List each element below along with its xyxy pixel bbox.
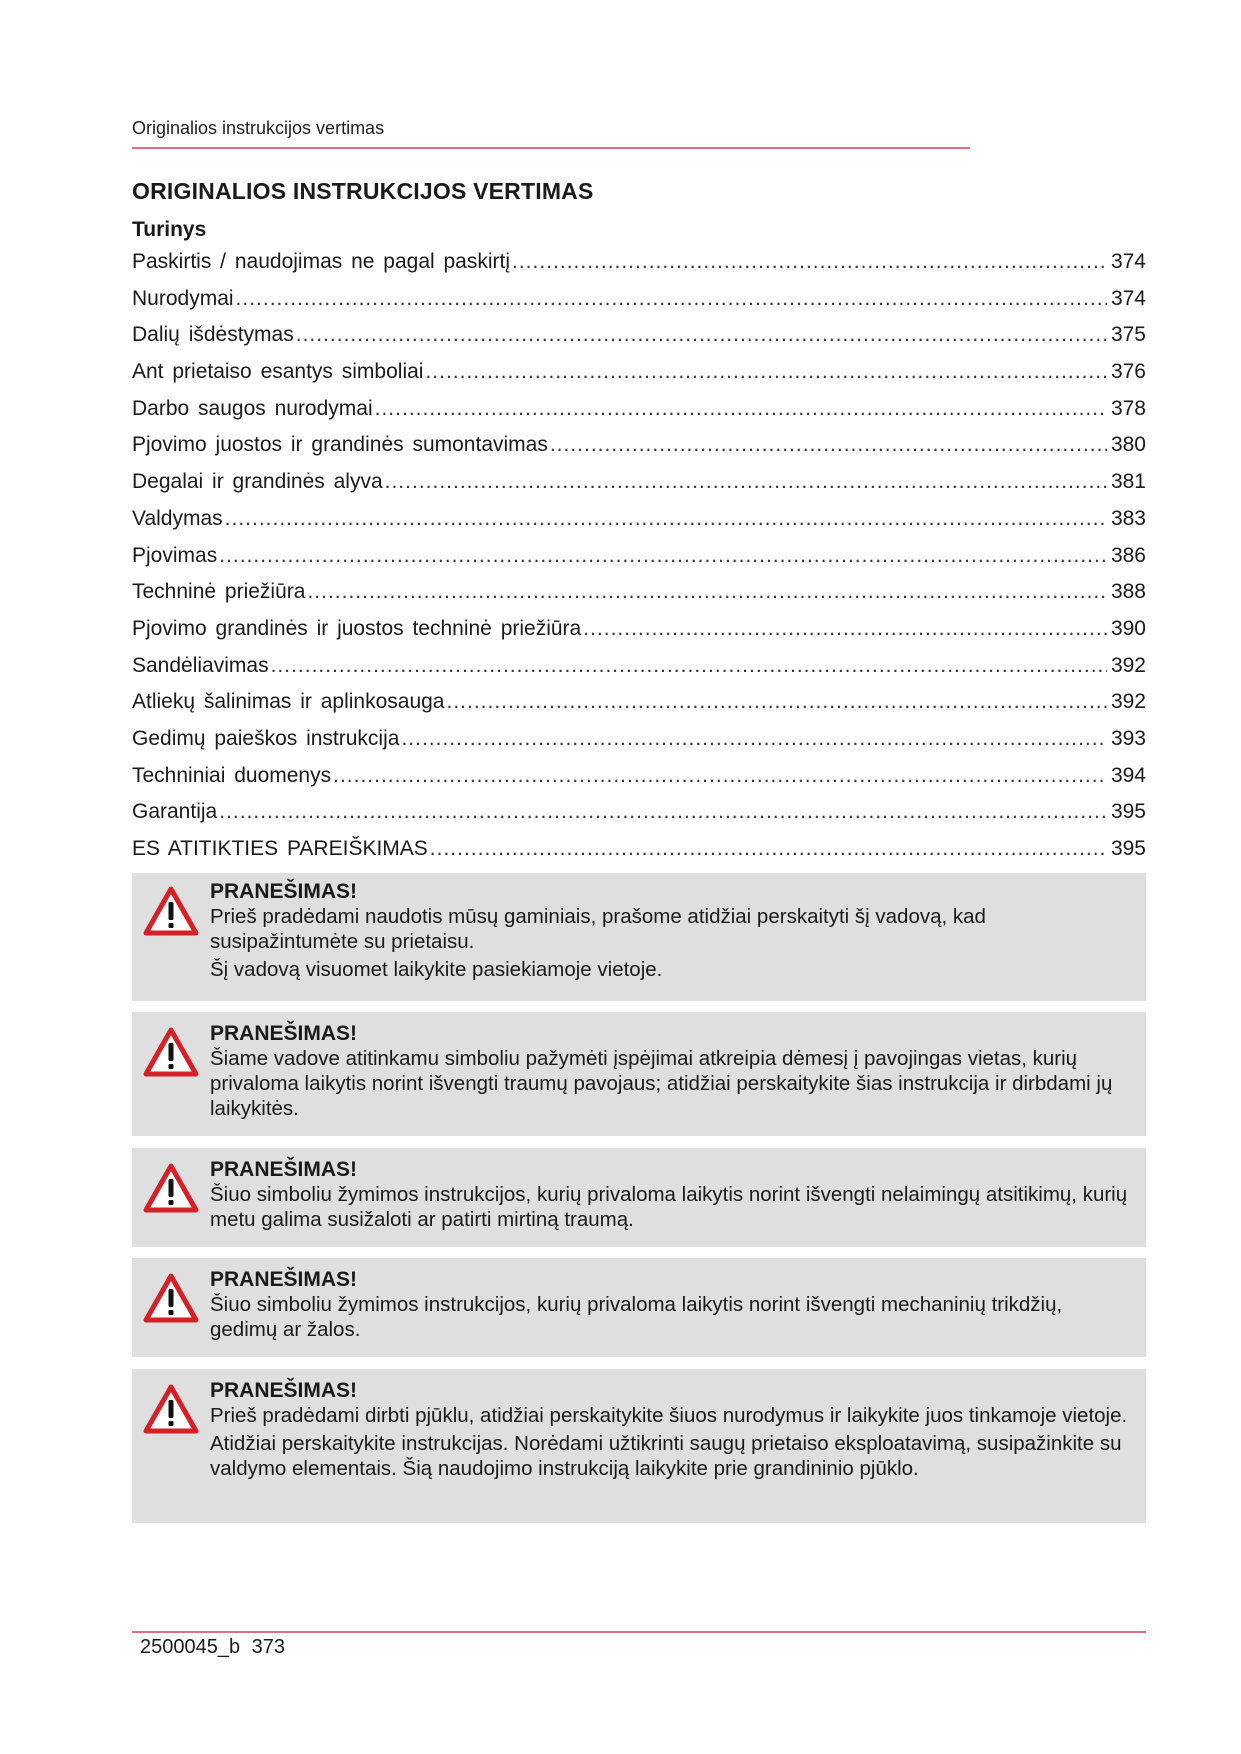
warning-triangle-icon: [142, 1383, 200, 1435]
toc-entry-label: Paskirtis / naudojimas ne pagal paskirtį: [132, 250, 511, 273]
toc-entry-page: 375: [1110, 323, 1146, 347]
table-of-contents: [132, 250, 1146, 874]
toc-heading: Turinys: [132, 218, 207, 241]
notice-box: [132, 1369, 1146, 1523]
warning-triangle-icon: [142, 1162, 200, 1214]
toc-entry-label: Atliekų šalinimas ir aplinkosauga: [132, 690, 445, 714]
toc-entry-label: Dalių išdėstymas: [132, 323, 294, 347]
toc-entry-page: 380: [1110, 433, 1146, 457]
toc-leader-dots: [225, 507, 1107, 531]
toc-entry-label: Pjovimas: [132, 543, 218, 567]
notice-box: [132, 873, 1146, 1001]
toc-entry[interactable]: [132, 654, 1146, 691]
toc-leader-dots: [219, 544, 1107, 568]
toc-entry-label: Pjovimo juostos ir grandinės sumontavimas: [132, 433, 548, 457]
toc-entry-page: 374: [1110, 286, 1146, 310]
toc-entry-page: 376: [1110, 360, 1146, 384]
notice-title: PRANEŠIMAS!: [210, 1022, 358, 1045]
footer-rule: [132, 1631, 1146, 1633]
toc-entry-label: Ant prietaiso esantys simboliai: [132, 360, 424, 384]
toc-entry-page: 395: [1110, 800, 1146, 824]
notice-text: Šį vadovą visuomet laikykite pasiekiamoje vietoje.: [210, 958, 663, 981]
toc-entry-page: 394: [1110, 763, 1146, 787]
toc-entry-page: 390: [1110, 616, 1146, 640]
notice-box: [132, 1258, 1146, 1357]
toc-leader-dots: [375, 397, 1107, 421]
toc-entry-label: Degalai ir grandinės alyva: [132, 470, 383, 494]
page-footer: [140, 1636, 285, 1659]
toc-entry-page: 392: [1110, 653, 1146, 677]
toc-entry-page: 393: [1110, 726, 1146, 750]
toc-leader-dots: [430, 837, 1107, 861]
toc-entry-page: 388: [1110, 580, 1146, 604]
toc-entry-label: Techniniai duomenys: [132, 763, 332, 787]
toc-entry-page: 392: [1110, 690, 1146, 714]
toc-leader-dots: [447, 690, 1107, 714]
toc-entry[interactable]: [132, 397, 1146, 434]
toc-entry[interactable]: [132, 470, 1146, 507]
toc-leader-dots: [271, 654, 1107, 678]
toc-leader-dots: [550, 433, 1107, 457]
notice-title: PRANEŠIMAS!: [210, 1379, 358, 1402]
notice-title: PRANEŠIMAS!: [210, 1268, 358, 1291]
toc-entry[interactable]: [132, 433, 1146, 470]
toc-leader-dots: [307, 580, 1107, 604]
toc-entry[interactable]: [132, 287, 1146, 324]
toc-leader-dots: [236, 287, 1107, 311]
toc-entry-page: 383: [1110, 506, 1146, 530]
notice-text: Prieš pradėdami naudotis mūsų gaminiais, prašome atidžiai perskaityti šį vadovą, kad susipažintumėte su prietaisu.: [210, 905, 986, 953]
toc-entry-page: 395: [1110, 837, 1146, 860]
running-header: Originalios instrukcijos vertimas: [132, 118, 385, 138]
warning-triangle-icon: [142, 1272, 200, 1324]
toc-entry[interactable]: [132, 690, 1146, 727]
toc-leader-dots: [219, 800, 1107, 824]
toc-entry[interactable]: [132, 250, 1146, 287]
toc-entry[interactable]: [132, 580, 1146, 617]
toc-entry[interactable]: [132, 323, 1146, 360]
toc-entry[interactable]: [132, 360, 1146, 397]
toc-entry-label: Sandėliavimas: [132, 653, 269, 677]
toc-entry-page: 386: [1110, 543, 1146, 567]
warning-triangle-icon: [142, 885, 200, 937]
notice-text: Atidžiai perskaitykite instrukcijas. Norėdami užtikrinti saugų prietaiso eksploatavimą, susipažinkite su valdymo elementais. Šią naudojimo instrukciją laikykite prie grandininio pjūklo.: [210, 1432, 1122, 1480]
toc-entry[interactable]: [132, 544, 1146, 581]
page-number: 373: [251, 1636, 286, 1658]
toc-entry-label: Techninė priežiūra: [132, 580, 306, 604]
toc-entry[interactable]: [132, 837, 1146, 874]
toc-leader-dots: [512, 250, 1107, 274]
toc-entry-page: 378: [1110, 396, 1146, 420]
toc-entry-label: Darbo saugos nurodymai: [132, 396, 373, 420]
toc-entry-label: Pjovimo grandinės ir juostos techninė priežiūra: [132, 616, 582, 640]
warning-triangle-icon: [142, 1026, 200, 1078]
toc-leader-dots: [401, 727, 1107, 751]
page-title: ORIGINALIOS INSTRUKCIJOS VERTIMAS: [132, 178, 594, 204]
header-rule: [132, 147, 970, 149]
toc-leader-dots: [296, 323, 1107, 347]
toc-entry-page: 381: [1110, 470, 1146, 494]
notice-text: Šiame vadove atitinkamu simboliu pažymėti įspėjimai atkreipia dėmesį į pavojingas vietas, kurių privaloma laikytis norint išvengti traumų pavojaus; atidžiai perskaitykite šias instrukcija ir dirbdami jų laikykitės.: [210, 1047, 1113, 1120]
notice-title: PRANEŠIMAS!: [210, 1158, 358, 1181]
toc-entry-label: Garantija: [132, 800, 218, 824]
toc-entry-label: ES ATITIKTIES PAREIŠKIMAS: [132, 837, 428, 860]
toc-leader-dots: [583, 617, 1107, 641]
notice-text: Šiuo simboliu žymimos instrukcijos, kurių privaloma laikytis norint išvengti nelaimingų atsitikimų, kurių metu galima susižaloti ar patirti mirtiną traumą.: [210, 1183, 1128, 1231]
notice-box: [132, 1148, 1146, 1247]
document-code: 2500045_b: [140, 1636, 241, 1658]
notice-title: PRANEŠIMAS!: [210, 880, 358, 903]
toc-leader-dots: [333, 764, 1107, 788]
notice-box: [132, 1012, 1146, 1136]
toc-entry-label: Gedimų paieškos instrukcija: [132, 726, 400, 750]
toc-entry[interactable]: [132, 727, 1146, 764]
toc-entry-label: Valdymas: [132, 506, 223, 530]
toc-entry[interactable]: [132, 764, 1146, 801]
toc-entry[interactable]: [132, 507, 1146, 544]
toc-leader-dots: [425, 360, 1106, 384]
notice-text: Prieš pradėdami dirbti pjūklu, atidžiai perskaitykite šiuos nurodymus ir laikykite juos tinkamoje vietoje.: [210, 1404, 1128, 1427]
toc-entry-page: 374: [1110, 250, 1146, 273]
toc-leader-dots: [385, 470, 1107, 494]
toc-entry[interactable]: [132, 800, 1146, 837]
toc-entry-label: Nurodymai: [132, 286, 234, 310]
toc-entry[interactable]: [132, 617, 1146, 654]
notice-text: Šiuo simboliu žymimos instrukcijos, kurių privaloma laikytis norint išvengti mechaninių trikdžių, gedimų ar žalos.: [210, 1293, 1063, 1341]
